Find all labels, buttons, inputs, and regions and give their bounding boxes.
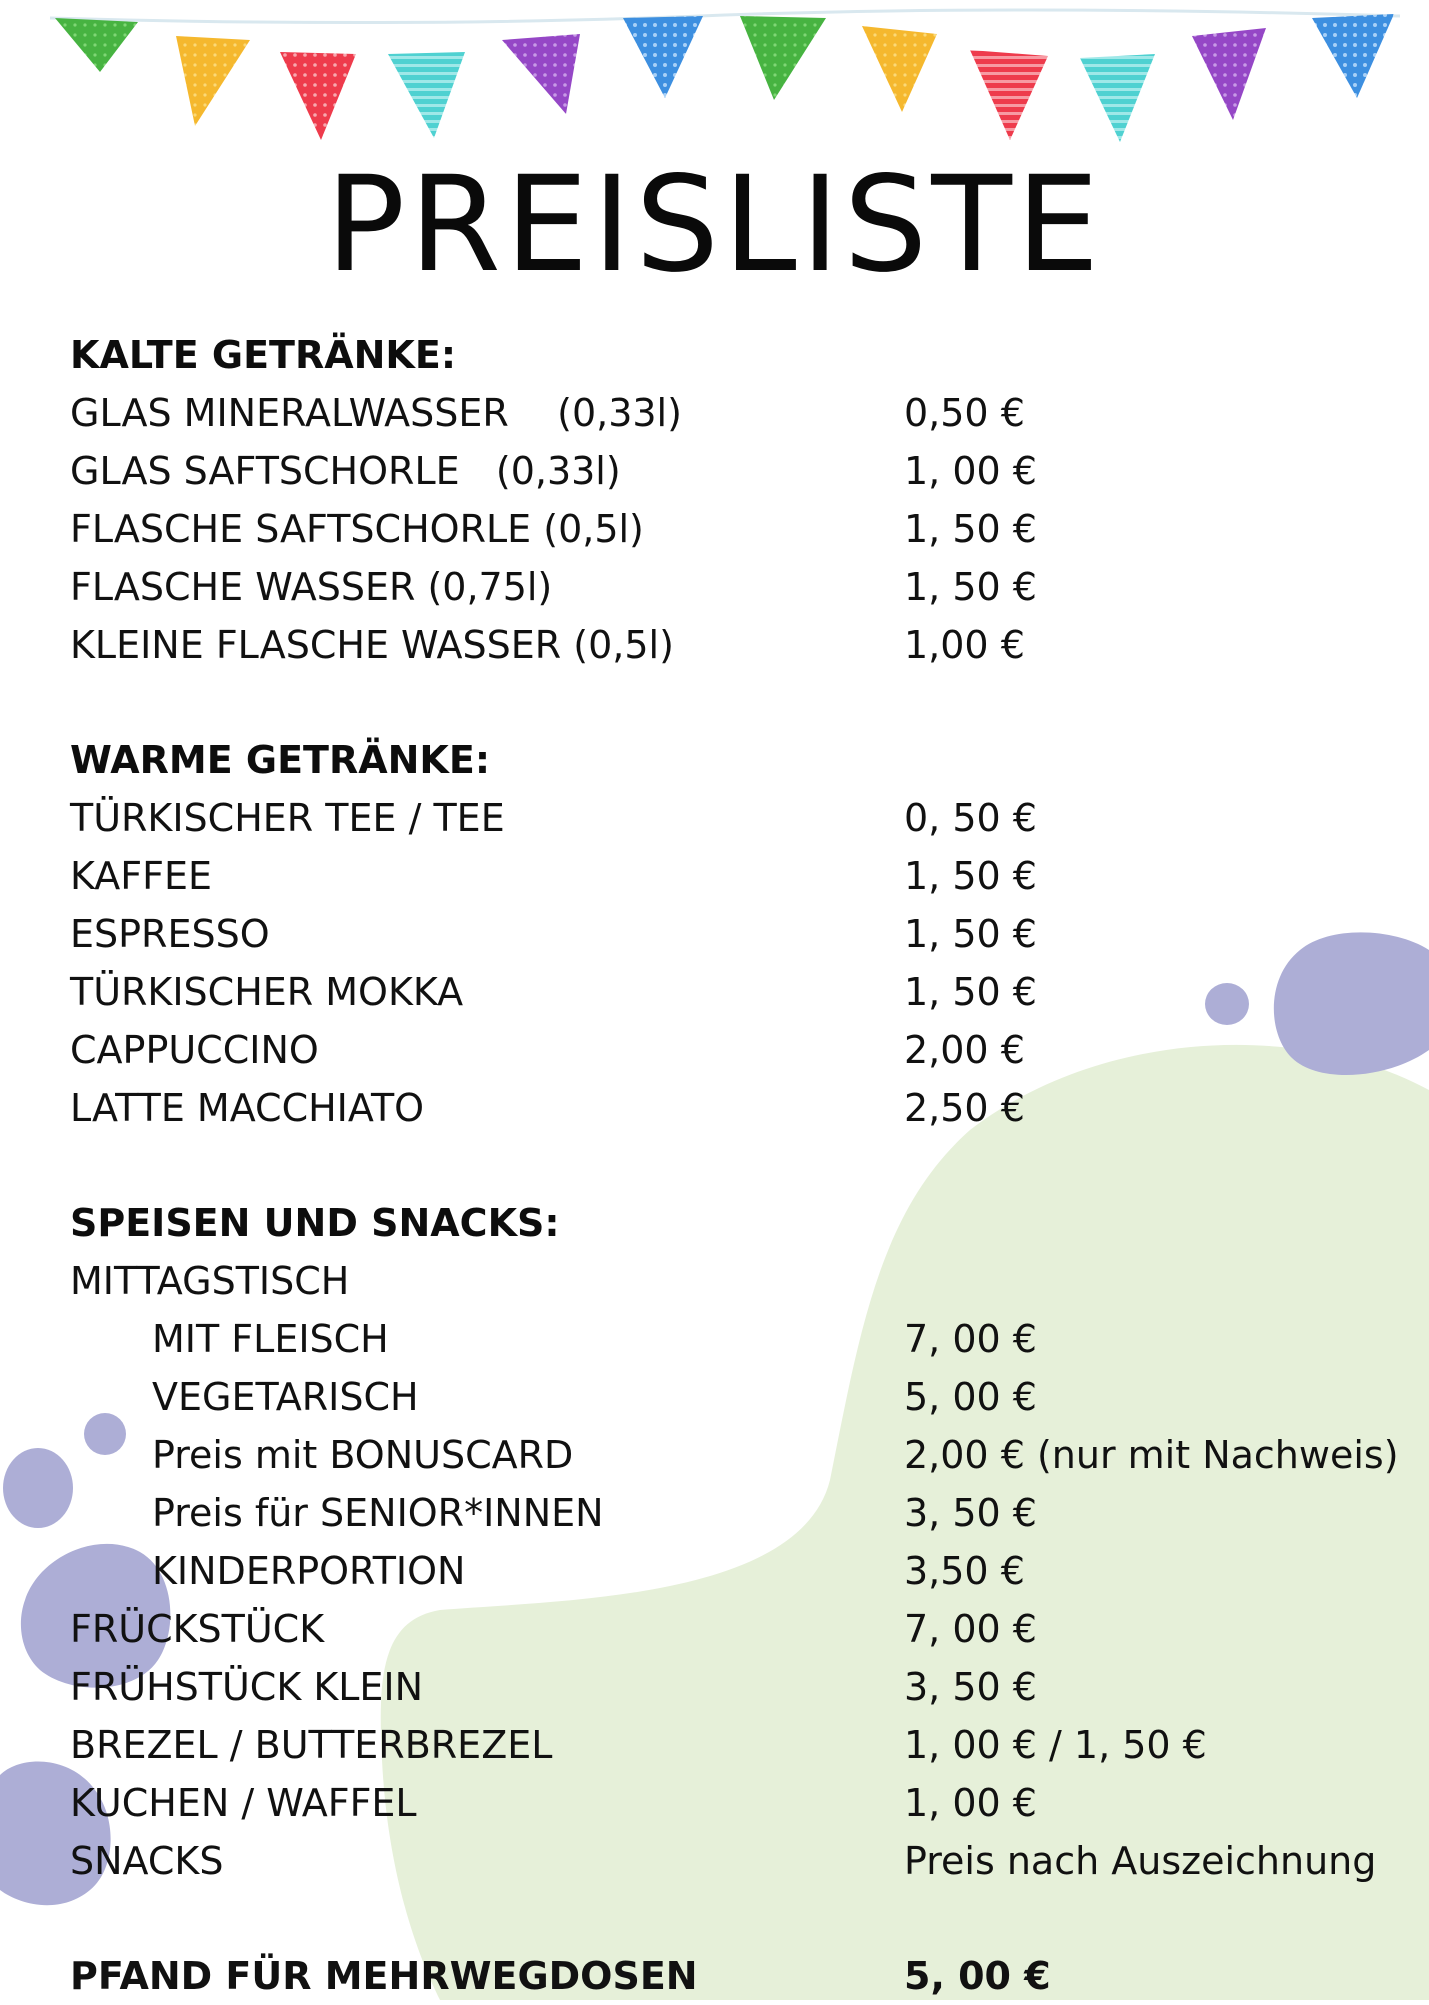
item-price: 0, 50 €: [904, 796, 1037, 840]
item-price: 1, 50 €: [904, 565, 1037, 609]
item-name: MITTAGSTISCH: [70, 1259, 350, 1303]
list-item: [0, 1484, 1429, 1542]
item-name: GLAS SAFTSCHORLE (0,33l): [70, 449, 621, 493]
list-item: [0, 500, 1429, 558]
list-item: [0, 1658, 1429, 1716]
item-price: 7, 00 €: [904, 1607, 1037, 1651]
pennant-flag-purple: [1192, 28, 1266, 120]
section-heading-cold-drinks: KALTE GETRÄNKE:: [70, 333, 457, 377]
list-item: [0, 1774, 1429, 1832]
item-price: 3,50 €: [904, 1549, 1025, 1593]
item-price: 1, 50 €: [904, 507, 1037, 551]
pennant-flag-blue: [623, 16, 703, 98]
item-name: LATTE MACCHIATO: [70, 1086, 425, 1130]
list-item: [0, 905, 1429, 963]
item-price: 0,50 €: [904, 391, 1025, 435]
item-price: 2,00 €: [904, 1028, 1025, 1072]
list-item: [0, 1021, 1429, 1079]
item-name: VEGETARISCH: [152, 1375, 419, 1419]
pennant-flag-red: [970, 50, 1048, 140]
item-name: FLASCHE WASSER (0,75l): [70, 565, 553, 609]
list-item: [0, 1600, 1429, 1658]
item-name: KINDERPORTION: [152, 1549, 466, 1593]
item-name: SNACKS: [70, 1839, 224, 1883]
list-item: [0, 558, 1429, 616]
item-price: 1,00 €: [904, 623, 1025, 667]
item-name: FRÜCKSTÜCK: [70, 1607, 325, 1651]
list-item: [0, 1542, 1429, 1600]
list-item: [0, 847, 1429, 905]
pennant-flag-purple: [502, 34, 580, 114]
list-item: [0, 1832, 1429, 1890]
list-item: [0, 1079, 1429, 1137]
list-item: [0, 1310, 1429, 1368]
bunting-string: [50, 10, 1400, 23]
section-heading-food-snacks: SPEISEN UND SNACKS:: [70, 1201, 560, 1245]
item-price: 1, 50 €: [904, 970, 1037, 1014]
list-item: [0, 616, 1429, 674]
list-item: [0, 1252, 1429, 1310]
pennant-flag-teal: [388, 52, 465, 138]
item-name: ESPRESSO: [70, 912, 270, 956]
item-price: 2,00 € (nur mit Nachweis): [904, 1433, 1399, 1477]
item-price: 1, 50 €: [904, 854, 1037, 898]
item-name: Preis für SENIOR*INNEN: [152, 1491, 604, 1535]
item-name: TÜRKISCHER TEE / TEE: [70, 796, 505, 840]
item-name: GLAS MINERALWASSER (0,33l): [70, 391, 682, 435]
item-name: CAPPUCCINO: [70, 1028, 319, 1072]
item-name: FRÜHSTÜCK KLEIN: [70, 1665, 424, 1709]
item-price: 5, 00 €: [904, 1375, 1037, 1419]
item-name: Preis mit BONUSCARD: [152, 1433, 574, 1477]
pennant-flag-blue: [1312, 14, 1394, 98]
pennant-flag-green: [55, 18, 138, 72]
deposit-price: 5, 00 €: [904, 1954, 1051, 1998]
item-price: 1, 00 €: [904, 449, 1037, 493]
pennant-flag-red: [280, 52, 356, 140]
list-item: [0, 442, 1429, 500]
item-name: KLEINE FLASCHE WASSER (0,5l): [70, 623, 674, 667]
pennant-flag-teal: [1080, 54, 1155, 142]
list-item: [0, 789, 1429, 847]
item-price: 3, 50 €: [904, 1491, 1037, 1535]
list-item: [0, 1368, 1429, 1426]
page-title: PREISLISTE: [325, 148, 1104, 302]
list-item: [0, 384, 1429, 442]
item-price: 1, 00 €: [904, 1781, 1037, 1825]
deposit-row: [0, 1947, 1429, 2005]
deposit-label: PFAND FÜR MEHRWEGDOSEN: [70, 1954, 698, 1998]
item-price: 1, 50 €: [904, 912, 1037, 956]
item-name: FLASCHE SAFTSCHORLE (0,5l): [70, 507, 644, 551]
item-price: 7, 00 €: [904, 1317, 1037, 1361]
item-price: 1, 00 € / 1, 50 €: [904, 1723, 1207, 1767]
section-heading-warm-drinks: WARME GETRÄNKE:: [70, 738, 491, 782]
item-name: KUCHEN / WAFFEL: [70, 1781, 417, 1825]
item-name: BREZEL / BUTTERBREZEL: [70, 1723, 553, 1767]
item-price: 3, 50 €: [904, 1665, 1037, 1709]
pennant-flag-yellow: [176, 36, 250, 126]
list-item: [0, 1426, 1429, 1484]
item-price: 2,50 €: [904, 1086, 1025, 1130]
item-name: MIT FLEISCH: [152, 1317, 389, 1361]
bunting-garland: [0, 0, 1429, 150]
item-price: Preis nach Auszeichnung: [904, 1839, 1377, 1883]
list-item: [0, 963, 1429, 1021]
pennant-flag-green: [740, 16, 826, 100]
item-name: KAFFEE: [70, 854, 212, 898]
list-item: [0, 1716, 1429, 1774]
pennant-flag-yellow: [862, 26, 937, 112]
item-name: TÜRKISCHER MOKKA: [70, 970, 464, 1014]
